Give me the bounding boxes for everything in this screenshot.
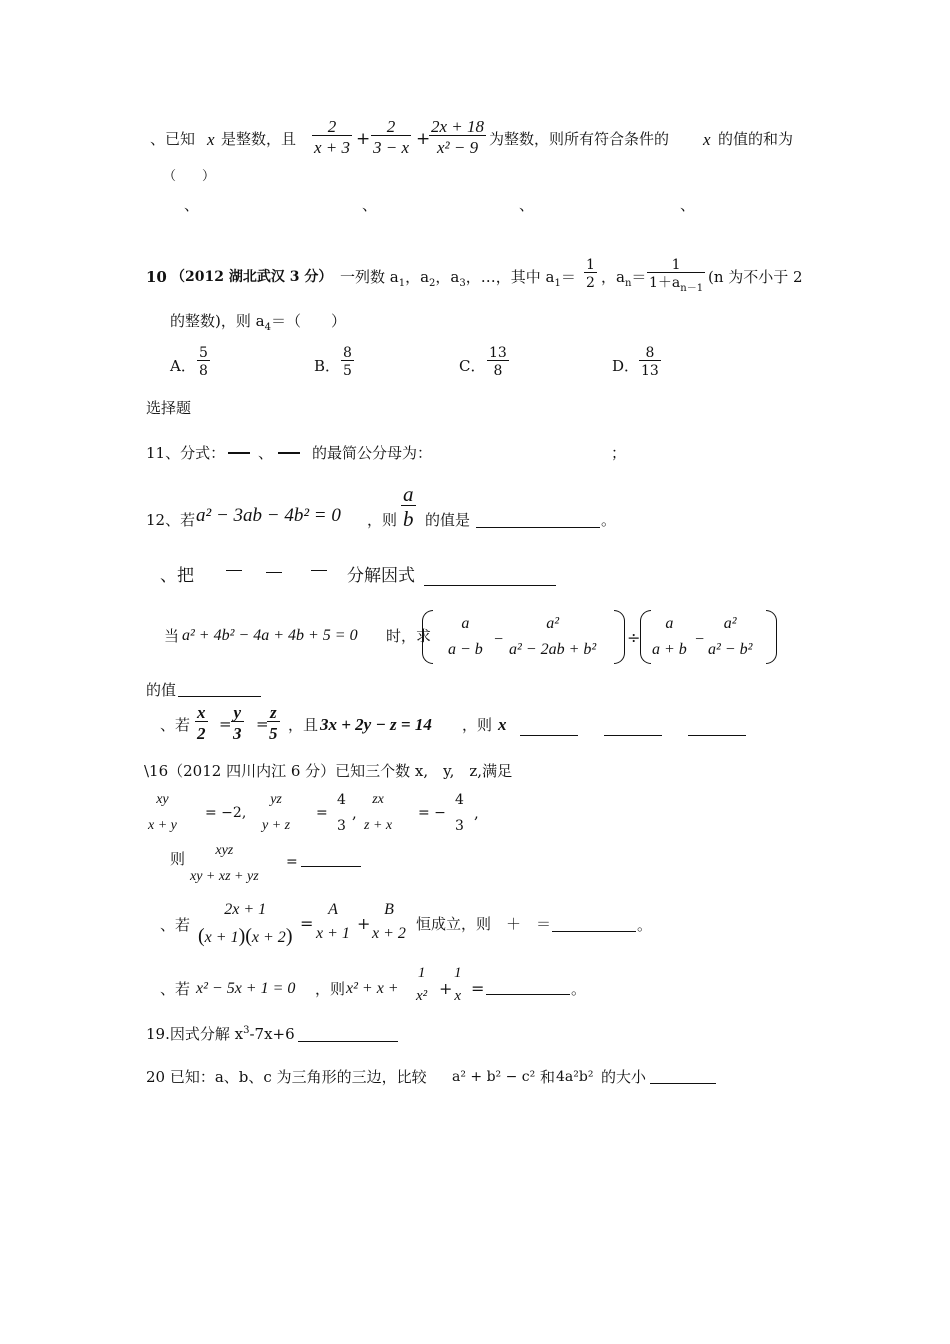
q20-expression-2: 4a²b² [556,1069,594,1085]
q16-value-1: 4 3 [337,792,346,834]
q16-text-2: 则 [170,850,186,868]
q17-lhs-fraction: 2x + 1 (x + 1)(x + 2) [198,901,293,947]
q13-term-2 [266,572,282,573]
q15-eq-1: = [219,715,232,733]
q16-fraction-xy: xy x + y [148,792,177,833]
q18-fraction-2: 1 x [454,965,462,1004]
q10-option-a-label: A． [170,357,196,375]
q17-fraction-b: B x + 2 [372,901,406,942]
q9-plus-1: + [356,129,371,149]
q9-text-3: 的值的和为 [718,130,794,148]
q9-answer-paren: （ ） [163,169,216,184]
q11-fraction-1 [228,452,250,454]
q9-option-b: 、 [362,196,378,214]
q9-plus-2: + [416,129,431,149]
q11-text-1: 11、分式： [146,444,226,462]
q14-minus-2: − [694,631,705,648]
q14-fraction-b: a² a² − 2ab + b² [509,615,597,658]
q14-fraction-c: a a + b [652,615,687,658]
q14-condition: a² + 4b² − 4a + 4b + 5 = 0 [182,627,358,644]
q10-text-3: (n 为不小于 2 [708,268,803,286]
q14-fraction-d: a² a² − b² [708,615,753,658]
q17-text-2: 恒成立，则 ＋ ＝ [416,915,552,933]
q15-fraction-z: $\frac{z}{5}$ [269,703,278,743]
q16-answer-blank [301,866,361,867]
q11-end: ； [611,444,627,462]
q14-text-1: 当 [164,627,180,645]
q14-answer-blank [178,696,261,697]
q13-answer-blank [424,585,556,586]
q12-end: 。 [601,511,617,529]
q16-eq-1: = −2, [205,805,247,821]
q18-text-1: 、若 [160,980,191,998]
q15-blank-3 [688,735,746,736]
q10-option-b-fraction: $\frac{8}{5}$ [343,345,352,379]
q15-blank-1 [520,735,578,736]
q20-text-1: 20 已知：a、b、c 为三角形的三边，比较 [146,1068,427,1086]
q12-answer-blank [476,527,600,528]
q17-end: 。 [637,916,653,934]
q17-answer-blank [552,931,636,932]
q14-paren-open-1 [422,610,433,664]
q20-text-3: 的大小 [601,1068,647,1086]
q17-fraction-a: A x + 1 [316,901,350,942]
q13-text-2: 分解因式 [347,566,415,586]
q14-divide: ÷ [627,628,641,647]
q16-fraction-zx: zx z + x [364,792,393,833]
q10-text-4: 的整数)，则 $a_4=$（ ） [170,312,346,333]
q10-text-1: 一列数 $a_1$，$a_2$，$a_3$，…，其中 $a_1=$ [340,268,576,289]
q10-option-d-label: D． [612,357,640,375]
q15-text-1: 、若 [160,716,191,734]
q14-text-3: 的值 [146,681,177,699]
q12-text-1: 12、若 [146,511,196,529]
q15-fraction-x: $\frac{x}{2}$ [197,703,206,743]
q10-option-c-label: C． [459,357,486,375]
q14-paren-close-2 [766,610,777,664]
q17-text-1: 、若 [160,916,191,934]
q10-recursive-fraction: $\frac{1}{1+a_{n-1}}$ [649,257,704,294]
section-heading: 选择题 [146,399,192,417]
q10-source: （2012 湖北武汉 3 分） [171,269,333,285]
q16-value-3: 4 3 [455,792,464,834]
q10-option-b-label: B． [314,357,341,375]
q13-text-1: 、把 [160,566,194,586]
q15-var: x [498,715,507,734]
q16-fraction-result: xyz xy + xz + yz [190,843,259,884]
q9-option-a: 、 [184,196,200,214]
q20-expression-1: a² + b² − c² [452,1069,536,1085]
q14-minus-1: − [493,631,504,648]
q9-option-c: 、 [519,196,535,214]
q13-term-1 [226,570,242,571]
q16-comma-1: , [352,804,357,822]
q18-fraction-1: 1 x² [416,965,428,1004]
q9-fraction-3: $\frac{2x + 18}{\text{x² − 9}}$ [431,117,485,157]
q12-fraction: $\frac{a}{b}$ [403,482,414,531]
q20-answer-blank [650,1083,716,1084]
q18-condition: x² − 5x + 1 = 0 [196,980,296,997]
q13-term-3 [311,570,327,571]
q16-comma-2: , [474,804,479,822]
q20-text-2: 和 [540,1068,556,1086]
q9-text-2: 为整数，则所有符合条件的 [489,130,670,148]
q9-var-2: x [703,130,711,149]
q10-option-c-fraction: $\frac{13}{8}$ [489,345,507,379]
q16-text-1: \16（2012 四川内江 6 分）已知三个数 x, y, z,满足 [144,762,513,780]
q15-blank-2 [604,735,662,736]
q14-text-2: 时，求 [386,627,432,645]
q14-fraction-a: a a − b [448,615,483,658]
q11-text-2: 的最简公分母为： [312,444,433,462]
q17-plus: + [357,914,371,933]
q11-separator: 、 [258,444,274,462]
q18-text-2: ，则 [315,980,346,998]
q9-fraction-2: $\frac{2}{3 - x}$ [373,117,410,157]
q10-option-a-fraction: $\frac{5}{8}$ [199,345,208,379]
q16-eq-3: = − [418,805,446,821]
q17-eq: = [300,914,314,933]
q18-answer-blank [486,994,570,995]
q10-option-d-fraction: $\frac{8}{13}$ [641,345,659,379]
q18-end: 。 [571,980,587,998]
q12-text-2: ，则 [367,511,398,529]
q16-eq-result: = [286,854,298,870]
q18-expression: x² + x + [346,980,399,997]
q15-text-2: ，且 [288,716,319,734]
q10-number: 10 [146,268,167,286]
q12-equation: a² − 3ab − 4b² = 0 [196,505,341,526]
q18-eq: = [471,979,485,998]
q9-fraction-1: $\frac{2}{x + 3}$ [314,117,351,157]
q16-eq-2: = [316,805,328,821]
q15-text-3: ，则 [462,716,493,734]
q18-plus: + [439,979,453,998]
q10-text-2: ，$a_n=$ [601,268,647,289]
q19-text: 19.因式分解 $x^3-7x+6$ [146,1025,295,1043]
q14-paren-close-1 [614,610,625,664]
q19-answer-blank [298,1041,398,1042]
q15-fraction-y: $\frac{y}{3}$ [233,703,242,743]
q10-half-fraction: $\frac{1}{2}$ [586,257,595,291]
q9-text-1: 是整数，且 [221,130,297,148]
q11-fraction-2 [278,452,300,454]
q9-var: x [207,130,215,149]
q16-fraction-yz: yz y + z [262,792,291,833]
q12-text-3: 的值是 [425,511,471,529]
q9-option-d: 、 [680,196,696,214]
q9-lead: 、已知 [150,130,196,148]
q15-equation: 3x + 2y − z = 14 [320,715,432,734]
q15-eq-2: = [256,715,269,733]
